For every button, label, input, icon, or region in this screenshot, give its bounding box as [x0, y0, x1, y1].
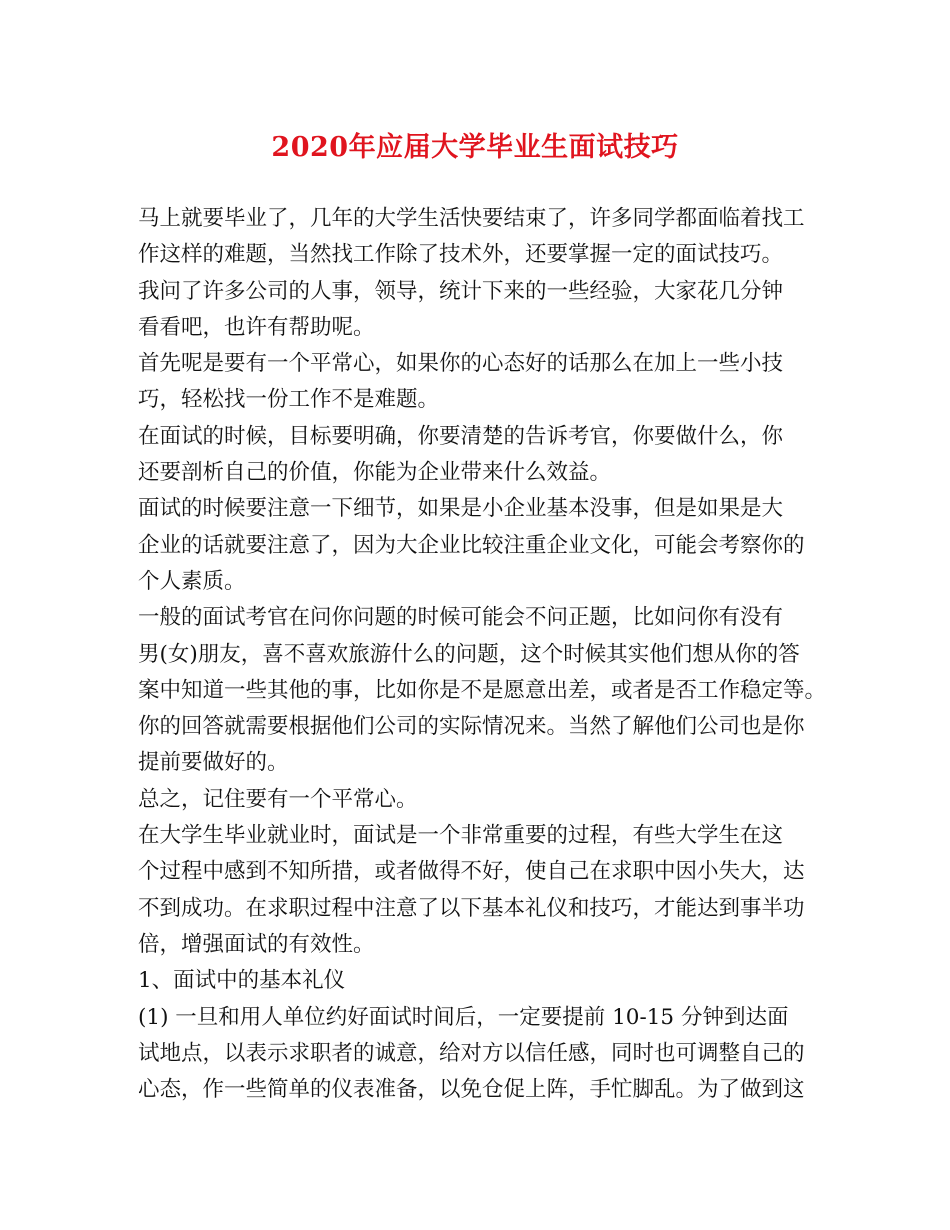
text-line: 马上就要毕业了，几年的大学生活快要结束了，许多同学都面临着找工	[138, 206, 805, 231]
text-line: (1) 一旦和用人单位约好面试时间后，一定要提前 10-15 分钟到达面	[138, 1004, 789, 1030]
text-line: 1、面试中的基本礼仪	[138, 968, 346, 994]
text-line: 提前要做好的。	[138, 750, 289, 776]
text-line: 在大学生毕业就业时，面试是一个非常重要的过程，有些大学生在这	[138, 823, 784, 849]
text-line: 案中知道一些其他的事，比如你是不是愿意出差，或者是否工作稳定等。	[138, 677, 827, 703]
text-line: 个人素质。	[138, 568, 246, 594]
text-line: 首先呢是要有一个平常心，如果你的心态好的话那么在加上一些小技	[138, 351, 784, 377]
text-line: 面试的时候要注意一下细节，如果是小企业基本没事，但是如果是大	[138, 496, 784, 522]
text-line: 一般的面试考官在问你问题的时候可能会不问正题，比如问你有没有	[138, 605, 784, 631]
text-line: 巧，轻松找一份工作不是难题。	[138, 387, 440, 413]
text-line: 男(女)朋友，喜不喜欢旅游什么的问题，这个时候其实他们想从你的答	[138, 641, 800, 667]
text-line: 我问了许多公司的人事，领导，统计下来的一些经验，大家花几分钟	[138, 278, 784, 304]
text-line: 总之，记住要有一个平常心。	[138, 786, 418, 812]
text-line: 个过程中感到不知所措，或者做得不好，使自己在求职中因小失大，达	[138, 859, 805, 885]
text-line: 你的回答就需要根据他们公司的实际情况来。当然了解他们公司也是你	[138, 714, 805, 740]
text-line: 倍，增强面试的有效性。	[138, 931, 375, 957]
document-body	[138, 201, 827, 1108]
text-line: 在面试的时候，目标要明确，你要清楚的告诉考官，你要做什么，你	[138, 423, 784, 449]
text-line: 企业的话就要注意了，因为大企业比较注重企业文化，可能会考察你的	[138, 532, 805, 558]
text-line: 作这样的难题，当然找工作除了技术外，还要掌握一定的面试技巧。	[138, 242, 784, 268]
text-line: 试地点，以表示求职者的诚意，给对方以信任感，同时也可调整自己的	[138, 1040, 805, 1066]
text-line: 还要剖析自己的价值，你能为企业带来什么效益。	[138, 460, 612, 486]
text-line: 看看吧，也许有帮助呢。	[138, 314, 375, 340]
document-title: 2020年应届大学毕业生面试技巧	[271, 132, 679, 163]
text-line: 心态，作一些简单的仪表准备，以免仓促上阵，手忙脚乱。为了做到这	[138, 1077, 805, 1103]
text-line: 不到成功。在求职过程中注意了以下基本礼仪和技巧，才能达到事半功	[138, 895, 805, 921]
